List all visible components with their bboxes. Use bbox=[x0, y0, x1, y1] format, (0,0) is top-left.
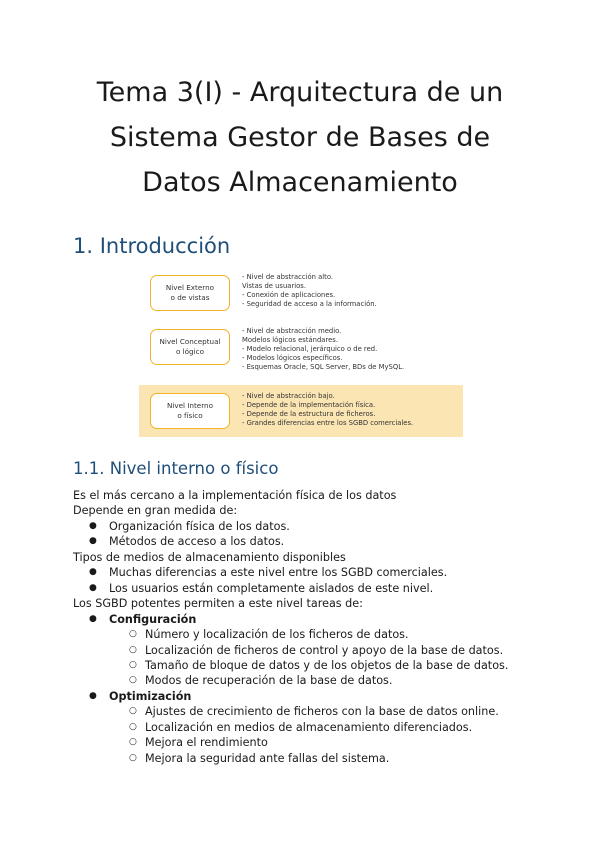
title-line-3: Datos Almacenamiento bbox=[142, 167, 458, 198]
sub-list-item: ○ Mejora el rendimiento bbox=[129, 736, 268, 750]
bullet-icon: ● bbox=[89, 582, 97, 593]
section-body bbox=[73, 488, 593, 766]
sub-list-item: ○ Mejora la seguridad ante fallas del sistema. bbox=[129, 751, 390, 765]
bullet-icon: ● bbox=[89, 520, 97, 531]
sub-list-item: ○ Ajustes de crecimiento de ficheros con la base de datos online. bbox=[129, 705, 499, 719]
bullet-icon: ● bbox=[89, 690, 97, 701]
sub-list-item: ○ Número y localización de los ficheros de datos. bbox=[129, 628, 409, 642]
level-box-interno: Nivel Interno o físico bbox=[150, 393, 230, 429]
circle-bullet-icon: ○ bbox=[129, 752, 137, 763]
circle-bullet-icon: ○ bbox=[129, 629, 137, 640]
section-heading-nivel-interno: 1.1. Nivel interno o físico bbox=[73, 459, 279, 478]
paragraph: Depende en gran medida de: bbox=[73, 504, 238, 518]
title-line-1: Tema 3(I) - Arquitectura de un bbox=[96, 77, 504, 108]
bullet-icon: ● bbox=[89, 567, 97, 578]
note-line: - Nivel de abstracción medio. bbox=[242, 327, 342, 335]
note-line: Vistas de usuarios. bbox=[242, 282, 306, 290]
list-item: ● Métodos de acceso a los datos. bbox=[89, 535, 285, 549]
circle-bullet-icon: ○ bbox=[129, 644, 137, 655]
architecture-levels-diagram bbox=[139, 267, 463, 437]
circle-bullet-icon: ○ bbox=[129, 737, 137, 748]
note-line: - Conexión de aplicaciones. bbox=[242, 291, 336, 299]
note-line: - Modelos lógicos específicos. bbox=[242, 354, 343, 362]
sub-list-item: ○ Localización de ficheros de control y apoyo de la base de datos. bbox=[129, 643, 504, 657]
circle-bullet-icon: ○ bbox=[129, 675, 137, 686]
document-title bbox=[0, 70, 600, 205]
sub-list-item: ○ Localización en medios de almacenamiento diferenciados. bbox=[129, 720, 473, 734]
level-notes-interno bbox=[242, 392, 413, 428]
note-line: - Esquemas Oracle, SQL Server, BDs de MySQL. bbox=[242, 363, 405, 371]
level-row-conceptual bbox=[139, 325, 463, 377]
note-line: - Depende de la implementación física. bbox=[242, 401, 376, 409]
bullet-icon: ● bbox=[89, 536, 97, 547]
note-line: - Nivel de abstracción bajo. bbox=[242, 392, 335, 400]
sub-list-item: ○ Modos de recuperación de la base de datos. bbox=[129, 674, 393, 688]
sub-list-item: ○ Tamaño de bloque de datos y de los objetos de la base de datos. bbox=[129, 658, 509, 672]
note-line: - Nivel de abstracción alto. bbox=[242, 273, 334, 281]
circle-bullet-icon: ○ bbox=[129, 659, 137, 670]
bullet-icon: ● bbox=[89, 613, 97, 624]
list-item-configuracion: ● Configuración bbox=[89, 612, 197, 626]
level-notes-externo bbox=[242, 273, 377, 309]
level-box-conceptual: Nivel Conceptual o lógico bbox=[150, 329, 230, 365]
circle-bullet-icon: ○ bbox=[129, 706, 137, 717]
title-line-2: Sistema Gestor de Bases de bbox=[109, 122, 491, 153]
paragraph: Los SGBD potentes permiten a este nivel tareas de: bbox=[73, 597, 363, 611]
list-item: ● Muchas diferencias a este nivel entre los SGBD comerciales. bbox=[89, 566, 448, 580]
circle-bullet-icon: ○ bbox=[129, 721, 137, 732]
paragraph: Es el más cercano a la implementación física de los datos bbox=[73, 489, 397, 502]
note-line: - Modelo relacional, jerárquico o de red. bbox=[242, 345, 378, 353]
level-row-interno bbox=[139, 385, 463, 437]
list-item: ● Los usuarios están completamente aislados de este nivel. bbox=[89, 581, 434, 595]
note-line: Modelos lógicos estándares. bbox=[242, 336, 338, 344]
list-item: ● Organización física de los datos. bbox=[89, 519, 290, 533]
level-box-externo: Nivel Externo o de vistas bbox=[150, 275, 230, 311]
level-row-externo bbox=[139, 267, 463, 319]
note-line: - Grandes diferencias entre los SGBD comerciales. bbox=[242, 419, 414, 427]
level-notes-conceptual bbox=[242, 327, 404, 372]
note-line: - Depende de la estructura de ficheros. bbox=[242, 410, 376, 418]
note-line: - Seguridad de acceso a la información. bbox=[242, 300, 377, 308]
list-item-optimizacion: ● Optimización bbox=[89, 689, 192, 703]
section-heading-introduccion: 1. Introducción bbox=[73, 234, 231, 258]
paragraph: Tipos de medios de almacenamiento disponibles bbox=[73, 550, 346, 564]
